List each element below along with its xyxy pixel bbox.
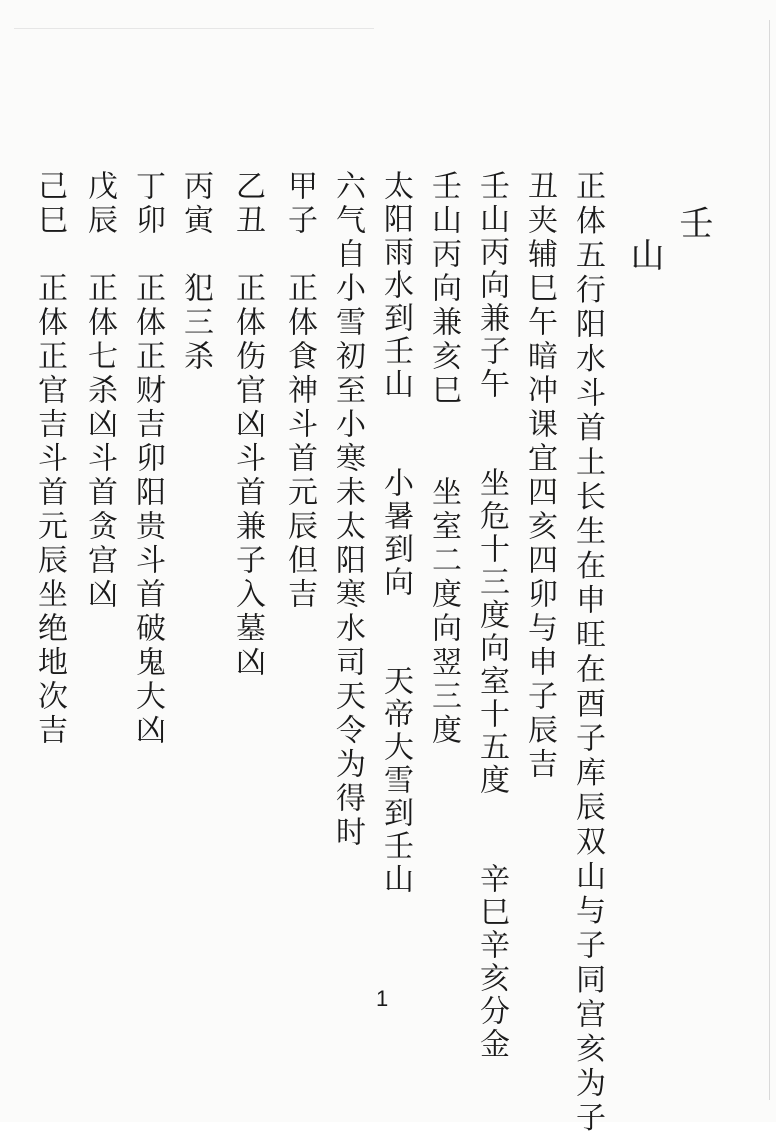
text-column-6: 六气自小雪初至小寒未太阳寒水司天令为得时: [330, 170, 365, 850]
text-column-5: 太阳雨水到壬山 小暑到向 天帝大雪到壬山: [378, 170, 413, 896]
text-column-3: 壬山丙向兼子午 坐危十三度向室十五度 辛巳辛亥分金: [474, 170, 509, 1061]
page-number: 1: [376, 986, 389, 1011]
page-title: [620, 205, 718, 271]
text-column-12: 己巳 正体正官吉斗首元辰坐绝地次吉: [32, 170, 67, 748]
text-column-9: 丙寅 犯三杀: [178, 170, 213, 374]
text-column-10: 丁卯 正体正财吉卯阳贵斗首破鬼大凶: [130, 170, 165, 748]
page-top-edge: [14, 28, 374, 29]
text-column-7: 甲子 正体食神斗首元辰但吉: [282, 170, 317, 612]
text-column-1: 正体五行阳水斗首土长生在申旺在酉子库辰双山与子同宫亥为子: [570, 170, 605, 1136]
title-char-1: 壬: [673, 205, 713, 239]
text-column-11: 戊辰 正体七杀凶斗首贪宫凶: [82, 170, 117, 612]
page-right-edge: [769, 20, 770, 1100]
title-char-2: 山: [624, 237, 664, 271]
text-column-4: 壬山丙向兼亥巳 坐室二度向翌三度: [426, 170, 461, 748]
text-column-8: 乙丑 正体伤官凶斗首兼子入墓凶: [230, 170, 265, 680]
text-column-2: 丑夹辅巳午暗冲课宜四亥四卯与申子辰吉: [522, 170, 557, 782]
